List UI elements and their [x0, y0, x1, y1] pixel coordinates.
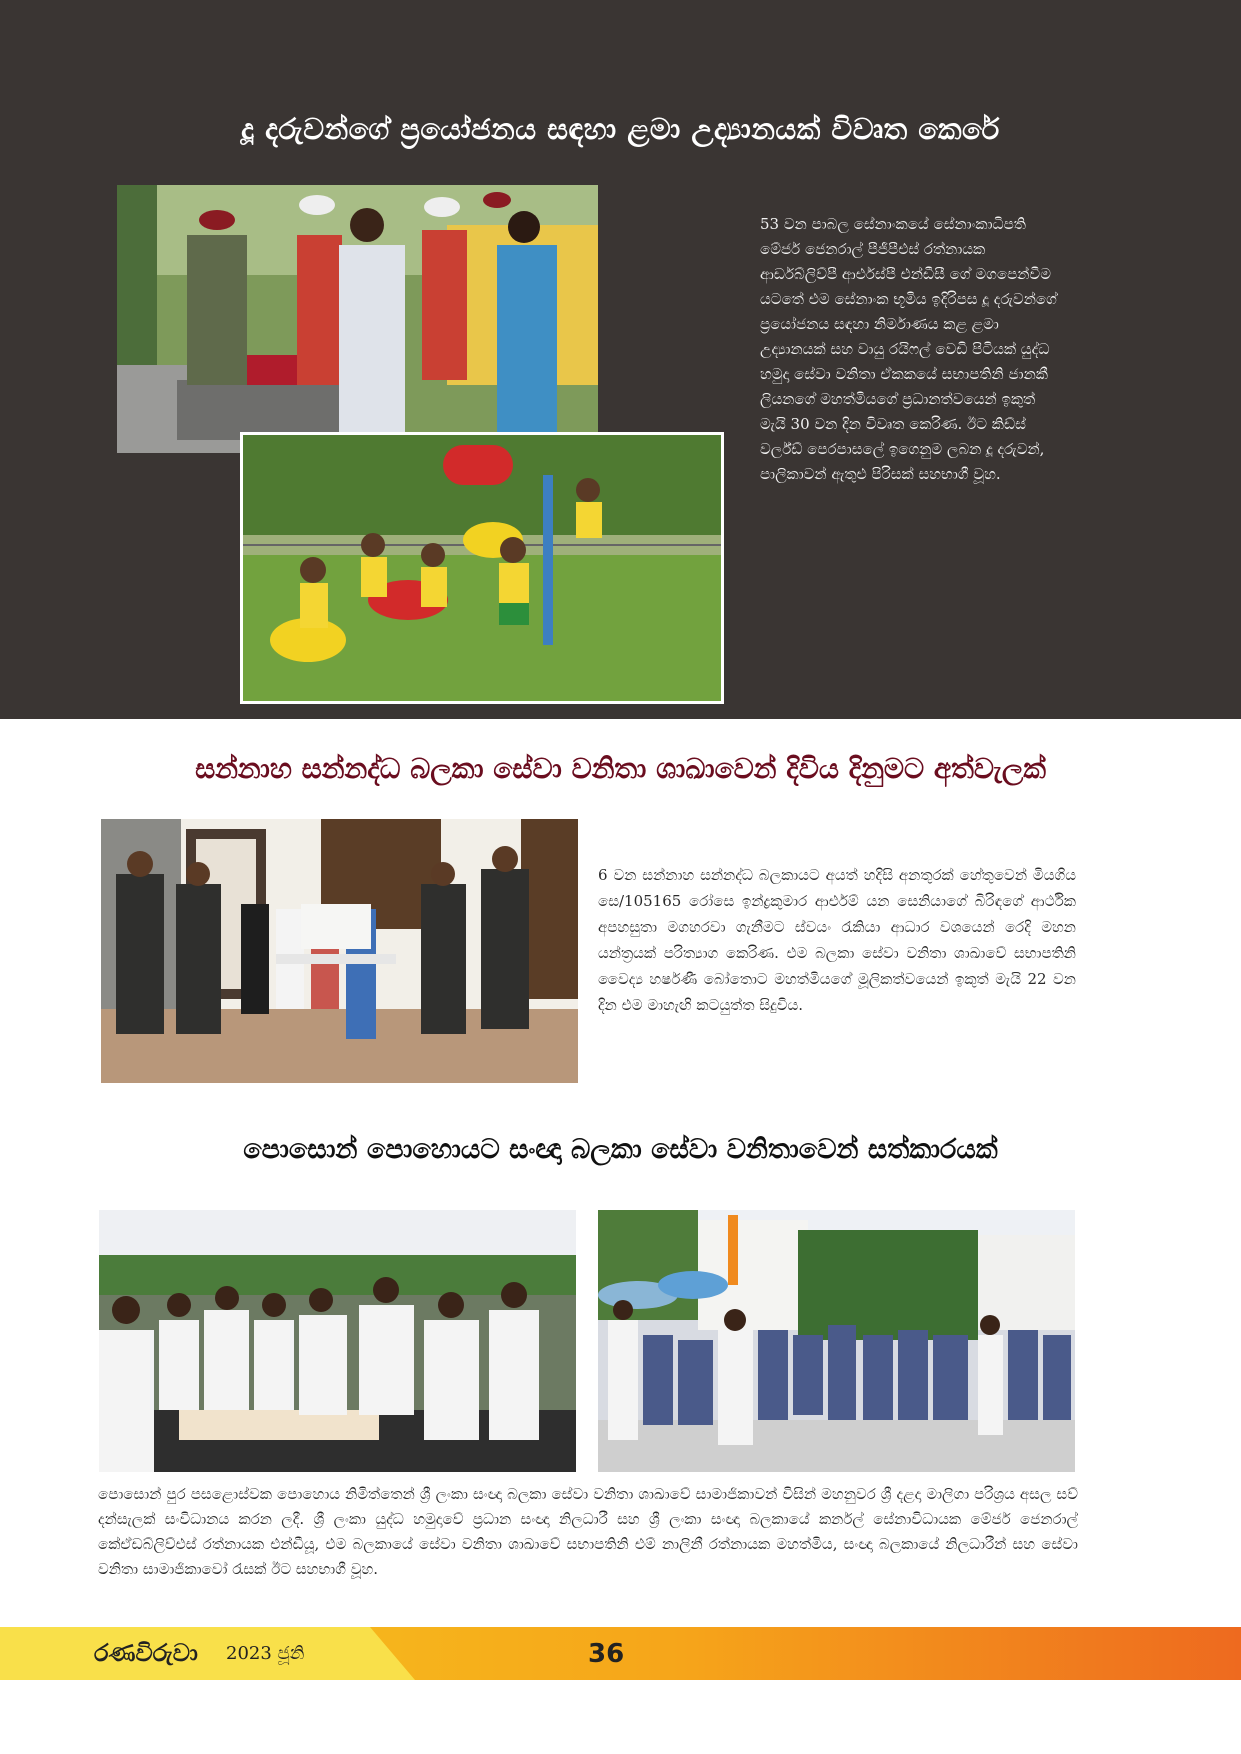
- article1-title: දූ දරුවන්ගේ ප්‍රයෝජනය සඳහා ළමා උද්‍යානයක් විවෘත කෙරේ: [241, 112, 1000, 146]
- photo-sewing-machine-donation: [101, 819, 578, 1083]
- article3-title: පොසොන් පොහොයට සංඥා බලකා සේවා වනිතාවෙන් සත්කාරයක්: [243, 1134, 998, 1165]
- photo-dansala-serving: [99, 1210, 576, 1472]
- photo-park-opening: [117, 185, 598, 453]
- article2-body: 6 වන සන්නාහ සන්නද්ධ බලකායට අයත් හදිසි අනතුරක් හේතුවෙන් මියගිය සෙ/105165 රෝසෙ ඉන්ද්‍රකුමාර ආර්එම් යන සෙනියාගේ බිරිඳගේ ආර්ථික අපහසුතා මගහරවා ගැනීමට ස්වයං රැකියා ආධාර වශයෙන් රෙදි මහන යන්ත්‍රයක් පරිත්‍යාග කෙරිණ. එම බලකා සේවා වනිතා ශාඛාවේ සභාපතිනි වෛද්‍ය හර්ෂණී බෝතොට මහත්මියගේ මූලිකත්වයෙන් ඉකුත් මැයි 22 වන දින එම මාහැඟි කටයුත්ත සිදුවිය.: [598, 866, 1076, 1014]
- magazine-brand: රණවිරුවා: [94, 1639, 198, 1667]
- article1-body: 53 වන පාබල සේනාංකයේ සේනාංකාධිපති මේජර් ජෙනරාල් පීජීපීඑස් රත්නායක ආර්ඩබ්ලිව්පී ආර්එස්පී එන්ඩීසී ගේ මගපෙන්වීම යටතේ එම සේනාංක භූමිය ඉදිරිපස දූ දරුවන්ගේ ප්‍රයෝජනය සඳහා නිර්මාණය කළ ළමා උද්‍යානයක් සහ වායු රයිෆල් වෙඩි පිටියක් යුද්ධ හමුදා සේවා වනිතා ඒකකයේ සභාපතිනි ජානකී ලියනගේ මහත්මියගේ ප්‍රධානත්වයෙන් ඉකුත් මැයි 30 වන දින විවෘත කෙරිණ. ඊට කිඩ්ස් වර්ල්ඩ් පෙරපාසලේ ඉගෙනුම ලබන දූ දරුවන්, පාලිකාවන් ඇතුළු පිරිසක් සහභාගී වූහ.: [760, 215, 1057, 483]
- page-footer: [0, 1627, 1241, 1680]
- page-number: 36: [588, 1639, 625, 1669]
- footer-tab: [0, 1627, 415, 1680]
- issue-date: 2023 ජූනි: [226, 1643, 305, 1664]
- article3-body: පොසොන් පුර පසළොස්වක පොහොය නිමිත්තෙන් ශ්‍රී ලංකා සංඥා බලකා සේවා වනිතා ශාඛාවේ සාමාජිකාවන් විසින් මහනුවර ශ්‍රී දළදා මාලිගා පරිශ්‍රය අසල සව් දන්සැලක් සංවිධානය කරන ලදී. ශ්‍රී ලංකා යුද්ධ හමුදාවේ ප්‍රධාන සංඥා නිලධාරී සහ ශ්‍රී ලංකා සංඥා බලකායේ කර්නල් සේනාවිධායක මේජර් ජෙනරාල් කේඒඩබ්ලිව්එස් රත්නායක එන්ඩීයූ, එම බලකායේ සේවා වනිතා ශාඛාවේ සභාපතිනි එම් නාලිනී රත්නායක මහත්මිය, සංඥා බලකායේ නිලධාරීන් සහ සේවා වනිතා සාමාජිකාවෝ රැසක් ඊට සහභාගී වූහ.: [98, 1485, 1078, 1578]
- photo-playground-children: [240, 432, 724, 704]
- photo-temple-crowd: [598, 1210, 1075, 1472]
- article2-title: සන්නාහ සන්නද්ධ බලකා සේවා වනිතා ශාඛාවෙන් දිවිය දිනුමට අත්වැලක්: [195, 752, 1046, 785]
